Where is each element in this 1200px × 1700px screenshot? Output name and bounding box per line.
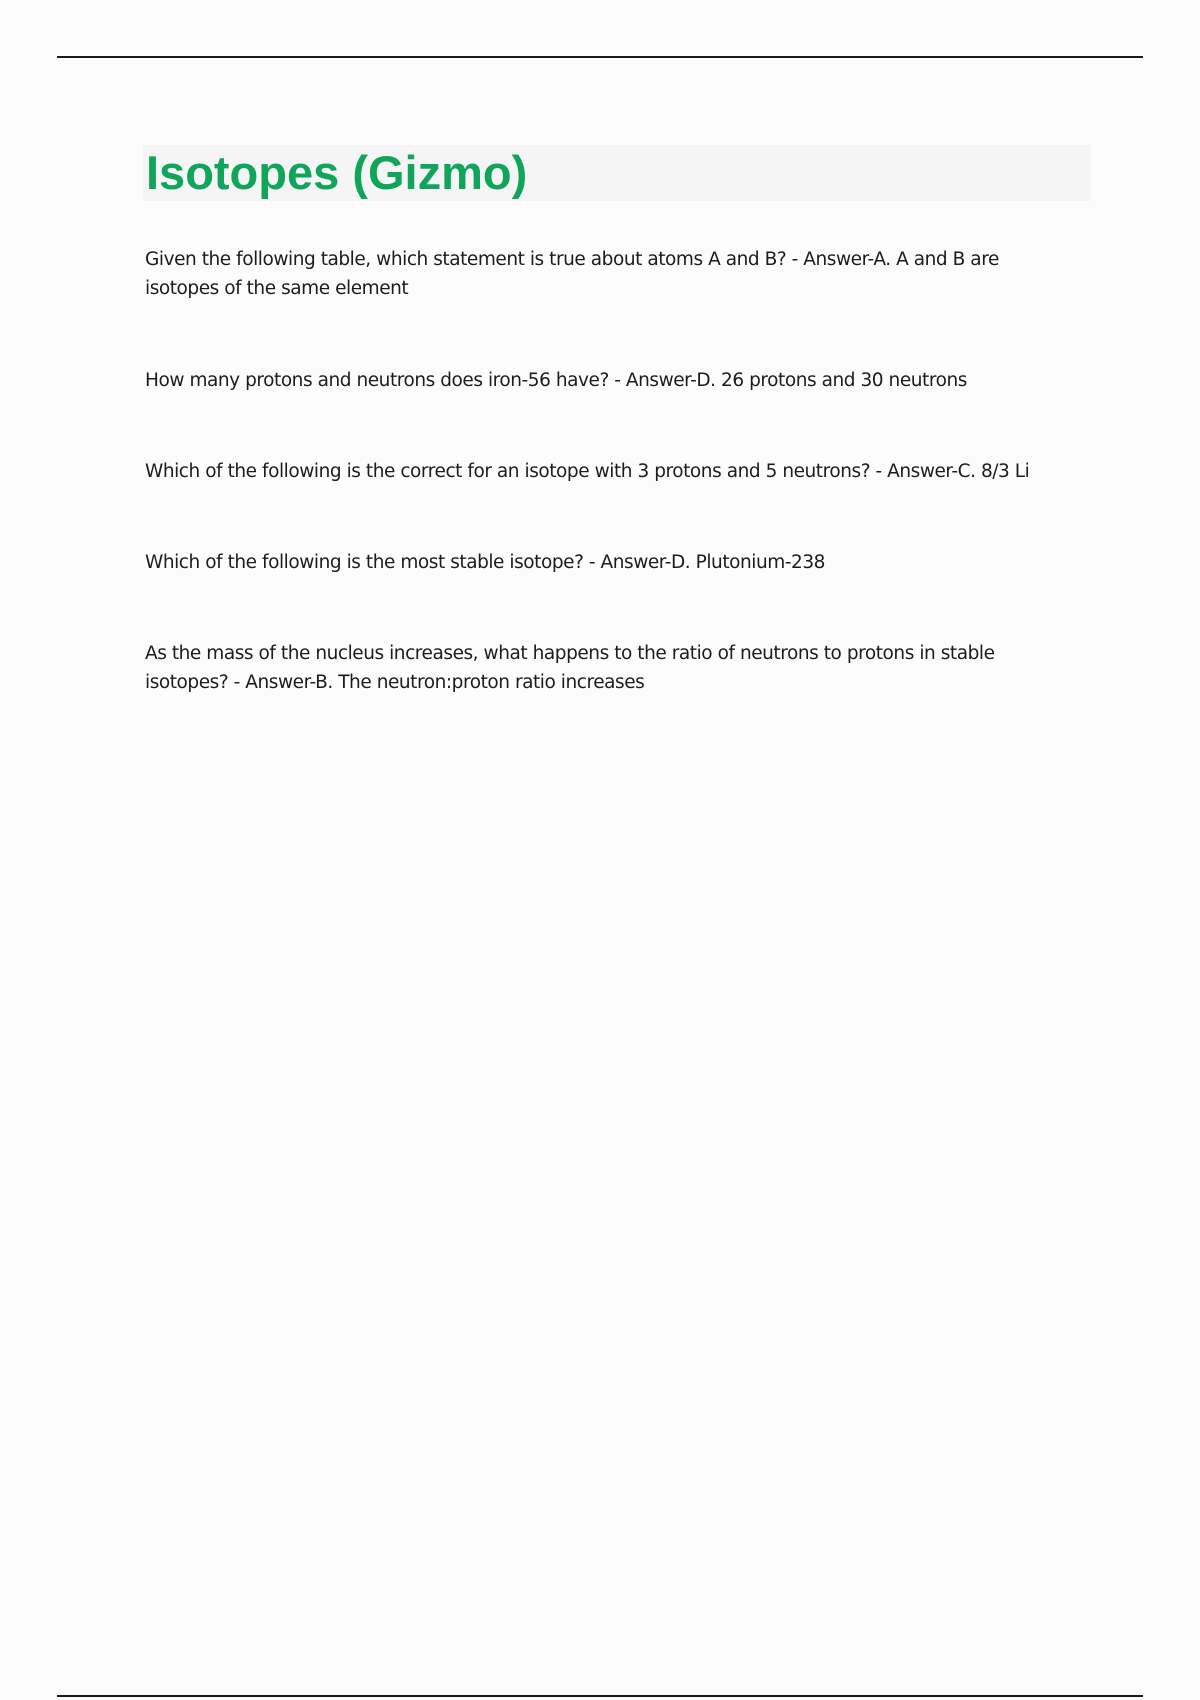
qa-item: As the mass of the nucleus increases, what happens to the ratio of neutrons to protons in stable isotopes? - Answer-B. The neutron:proton ratio increases (145, 643, 995, 693)
qa-item: Which of the following is the most stable isotope? - Answer-D. Plutonium-238 (145, 552, 826, 573)
qa-item: Which of the following is the correct for an isotope with 3 protons and 5 neutrons? - Answer-C. 8/3 Li (145, 461, 1030, 482)
header-rule (57, 56, 1143, 58)
footer-rule (57, 1695, 1143, 1697)
document-title: Isotopes (Gizmo) (146, 146, 528, 199)
qa-item: How many protons and neutrons does iron-56 have? - Answer-D. 26 protons and 30 neutrons (145, 370, 967, 391)
qa-item: Given the following table, which statement is true about atoms A and B? - Answer-A. A and B are isotopes of the same element (145, 249, 999, 299)
